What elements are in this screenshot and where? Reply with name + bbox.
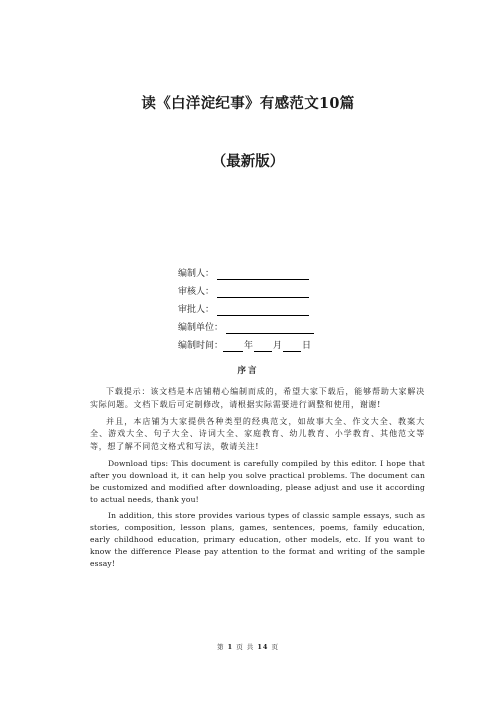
document-subtitle: （最新版） — [211, 153, 285, 170]
approver-label: 审批人： — [178, 305, 215, 315]
year-unit: 年 — [244, 341, 254, 351]
date-field — [178, 337, 378, 355]
document-title: 读《白洋淀纪事》有感范文10篇 — [141, 95, 355, 112]
footer-prefix: 第 — [217, 643, 225, 651]
preface-paragraph-en-1: Download tips: This document is carefully compiled by this editor. I hope that after you download it, it can help you solve practical problems. The document can be customized and modified after downloading, please adjust and use it according to actual needs, thank you! — [90, 458, 425, 504]
preface-paragraph-zh-2: 并且，本店铺为大家提供各种类型的经典范文，如故事大全、作文大全、教案大全、游戏大全、句子大全、诗词大全、家庭教育、幼儿教育、小学教育、其他范文等等，想了解不同范文格式和写法，敬请关注! — [90, 416, 425, 452]
reviewer-label: 审核人： — [178, 287, 215, 297]
reviewer-field — [178, 283, 378, 301]
preface-title: 序言 — [237, 366, 259, 376]
page-footer — [0, 642, 496, 651]
footer-middle: 页 共 — [236, 643, 255, 651]
month-blank-line — [254, 341, 272, 352]
unit-blank-line — [226, 323, 314, 334]
approver-blank-line — [217, 305, 309, 316]
year-blank-line — [223, 341, 243, 352]
reviewer-blank-line — [217, 287, 309, 298]
footer-suffix: 页 — [271, 643, 279, 651]
footer-current-page: 1 — [227, 643, 234, 651]
editor-blank-line — [217, 269, 309, 280]
editor-label: 编制人： — [178, 269, 215, 279]
date-label: 编制时间： — [178, 341, 224, 351]
day-unit: 日 — [302, 341, 312, 351]
editor-field — [178, 265, 378, 283]
month-unit: 月 — [273, 341, 283, 351]
preface-paragraph-zh-1: 下载提示：该文档是本店铺精心编制而成的，希望大家下载后，能够帮助大家解决实际问题。文档下载后可定制修改，请根据实际需要进行调整和使用，谢谢! — [90, 387, 425, 409]
unit-label: 编制单位： — [178, 323, 224, 333]
preface-body — [90, 386, 425, 574]
unit-field — [178, 319, 378, 337]
footer-total-pages: 14 — [257, 643, 269, 651]
approver-field — [178, 301, 378, 319]
day-blank-line — [283, 341, 301, 352]
preface-paragraph-en-2: In addition, this store provides various types of classic sample essays, such as stories, composition, lesson plans, games, sentences, poems, family education, early childhood education, primary education, other models, etc. If you want to know the difference Please pay attention to the format and writing of the sample essay! — [90, 510, 425, 568]
info-fields — [178, 265, 378, 355]
